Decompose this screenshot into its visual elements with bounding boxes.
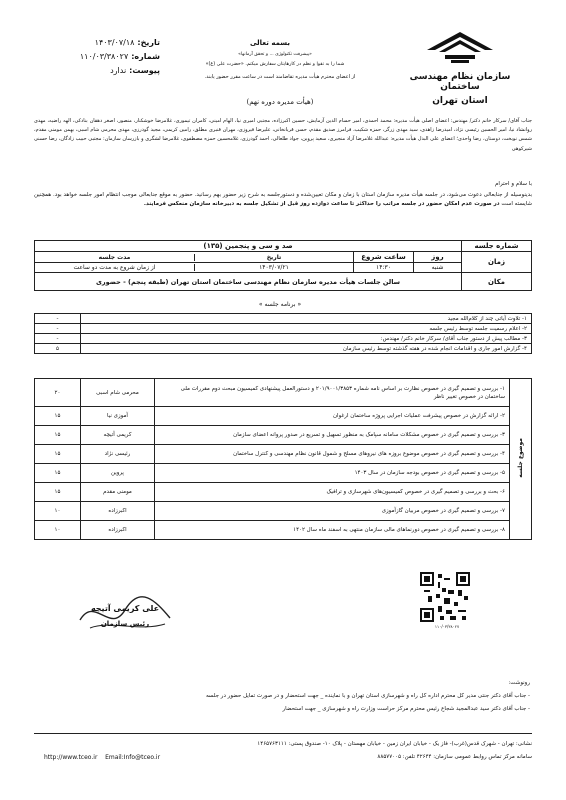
agenda-item-row bbox=[35, 502, 532, 521]
quote: شما را به تقوا و نظم در کارهایتان سفارش میکنم. «حضرت علی (ع)» bbox=[205, 62, 345, 67]
agenda-item-text: ۸- بررسی و تصمیم گیری در خصوص دورنماهای مالی سازمان منتهی به اسفند ماه سال ۱۴۰۲ bbox=[155, 521, 510, 540]
signature-scribble-icon bbox=[70, 590, 180, 640]
attachment-row bbox=[40, 64, 160, 78]
opening-item-row bbox=[35, 314, 532, 324]
agenda-item-minutes: ۱۵ bbox=[35, 483, 81, 502]
board-title: (هیأت مدیره دوره نهم) bbox=[246, 98, 314, 106]
agenda-item-row bbox=[35, 445, 532, 464]
agenda-item-row bbox=[35, 483, 532, 502]
session-date-value: ۱۴۰۳/۰۷/۲۱ bbox=[194, 264, 353, 271]
session-place-label: مکان bbox=[462, 273, 532, 291]
agenda-side-label: موضوع جلسه bbox=[517, 438, 524, 478]
footer-web-email bbox=[44, 754, 160, 761]
session-start-value: ۱۴:۳۰ bbox=[354, 263, 414, 273]
greeting: با سلام و احترام bbox=[495, 181, 532, 187]
session-number-value: صد و سی و پنجمین (۱۳۵) bbox=[35, 241, 462, 252]
agenda-item-presenter: اکبرزاده bbox=[81, 502, 155, 521]
session-place-row bbox=[35, 273, 532, 291]
recipients-list: جناب آقای/ سرکار خانم دکتر/ مهندس: اعضای اصلی هیأت مدیره: محمد احمدی، امیر حسام الدین آزمایش، حسین اکبرزاده، مجتبی امیری نیا، الهام امینی، کامران تیموری، غلامرضا خوشکنار، منصور، اصغر دهقان بنادکی، الهه راضیه، مهدی روانشاد نیا، امیر الحسین رئیسی نژاد، امیدرضا زاهدی، سید مهدی زرگر، حمزه شکیب، فرامرز صدیق مقدم، حسن قربانخانی، علیرضا فیروزی، مهران قنبری مطلق، رامین کریمی، مجید گودرزی، مهدی محرمی شام اسبی، بهمن مومنی مقدم، شمس نوبخت، دوستان، رضا واحدی؛ اعضای علی البدل هیأت مدیره: عبدالله غلامرضا آزاد منجیری، سعید پروین، جواد طلعالی، احمد گودرزی، غلامحسین حمزه مصطفوی، غلامرضا لشگری و بازرسان سازمان: مجتبی حبیب زادگان، رضا حسنی شیرکوهی bbox=[34, 118, 532, 152]
footer-divider bbox=[34, 733, 532, 734]
opening-item-minutes: - bbox=[35, 334, 81, 344]
agenda-item-row bbox=[35, 426, 532, 445]
agenda-item-row bbox=[35, 521, 532, 540]
footer-contact: سامانه مرکز تماس روابط عمومی سازمان: ۴۲۶۴۴ تلفن: ۸۸۵۷۷۰۰۵ bbox=[377, 754, 532, 760]
date-value: ۱۴۰۳/۰۷/۱۸ bbox=[94, 38, 135, 47]
agenda-item-presenter: اکبرزاده bbox=[81, 521, 155, 540]
date-label: تاریخ: bbox=[137, 38, 160, 47]
session-start-label: ساعت شروع bbox=[354, 252, 414, 263]
agenda-item-minutes: ۲۰ bbox=[35, 379, 81, 407]
number-value: ۱۱۰/۰۳/۳۸۰۲۷ bbox=[79, 52, 129, 61]
intro-text: بدینوسیله از جنابعالی دعوت می‌شود، در جلسه هیأت مدیره سازمان استان با زمان و مکان تعیین‌شده و دستورجلسه به شرح زیر حضور بهم رسانید. حضور به موقع جنابعالی موجب انتظام امور جلسه خواهد بود. همچنین شایسته است bbox=[34, 192, 532, 207]
attachment-label: پیوست: bbox=[129, 66, 160, 75]
agenda-item-text: ۳- بررسی و تصمیم گیری در خصوص مشکلات سامانه سپامک به منظور تسهیل و تسریع در صدور پروانه اعضای سازمان bbox=[155, 426, 510, 445]
agenda-item-minutes: ۱۰ bbox=[35, 521, 81, 540]
signer-name: علی کریمی آتیچه bbox=[90, 604, 160, 613]
org-name-line2: استان تهران bbox=[432, 96, 488, 106]
agenda-side-cell bbox=[510, 379, 532, 540]
opening-item-minutes: ۵ bbox=[35, 344, 81, 354]
footer-po-box: ۱۴۶۵۷۶۳۱۱۱ bbox=[257, 741, 287, 747]
agenda-heading: « برنامه جلسه » bbox=[258, 301, 302, 308]
letter-meta bbox=[40, 36, 160, 78]
session-number-row bbox=[35, 241, 532, 252]
session-place-value: سالن جلسات هیأت مدیره سازمان نظام مهندسی ساختمان استان تهران (طبقه پنجم) - حضوری bbox=[35, 273, 462, 291]
agenda-item-text: ۱- بررسی و تصمیم گیری در خصوص نظارت بر اساس نامه شماره ۲۰۱/۹۰۰۱/۳۸۵۳ و دستورالعمل پیشنهادی کمیسیون مبحث دوم مقررات ملی ساختمان در خصوص تغییر ناظر bbox=[155, 379, 510, 407]
cc-item: - جناب آقای دکتر جنتی مدیر کل محترم اداره کل راه و شهرسازی استان تهران و با نماینده _ جهت استحضار و در صورت تمایل حضور در جلسه bbox=[205, 693, 530, 699]
session-date-label: تاریخ bbox=[194, 254, 353, 261]
agenda-item-presenter: مومنی مقدم bbox=[81, 483, 155, 502]
invite-line: از اعضای محترم هیأت مدیره تقاضامند است در ساعت مقرر حضور یابند. bbox=[204, 74, 356, 80]
opening-item-minutes: - bbox=[35, 314, 81, 324]
agenda-item-row bbox=[35, 464, 532, 483]
basmala: بسمه تعالی bbox=[249, 39, 291, 47]
session-day-label: روز bbox=[414, 252, 462, 263]
footer-email-link[interactable]: Email:Info@tceo.ir bbox=[105, 754, 161, 761]
opening-items-table bbox=[34, 313, 532, 354]
org-logo-icon bbox=[425, 30, 495, 64]
session-date-duration-values bbox=[35, 263, 354, 273]
agenda-item-minutes: ۱۵ bbox=[35, 426, 81, 445]
agenda-items-table bbox=[34, 378, 532, 540]
number-row bbox=[40, 50, 160, 64]
intro-bold-text: در صورت عدم امکان حضور در جلسه مراتب را حداکثر تا ساعت دوازده روز قبل از تشکیل جلسه به دبیرخانه سازمان منعکس فرمایند. bbox=[143, 201, 500, 207]
intro-paragraph bbox=[34, 191, 532, 209]
opening-item-row bbox=[35, 344, 532, 354]
agenda-item-presenter: محرمی شام اسبی bbox=[81, 379, 155, 407]
motto: «پیشرفت تکنولوژی ... و تحقق آرمانها» bbox=[238, 52, 312, 57]
session-date-duration-header bbox=[35, 252, 354, 263]
session-info-table bbox=[34, 240, 532, 291]
agenda-item-row bbox=[35, 407, 532, 426]
agenda-item-presenter: پروین bbox=[81, 464, 155, 483]
agenda-item-minutes: ۱۵ bbox=[35, 407, 81, 426]
org-logo-block bbox=[390, 30, 530, 106]
footer-address bbox=[34, 741, 532, 747]
session-duration-label: مدت جلسه bbox=[98, 253, 131, 261]
cc-item: - جناب آقای دکتر سید عبدالمجید شجاع رئیس محترم مرکز حراست وزارت راه و شهرسازی _ جهت استحضار bbox=[282, 706, 530, 712]
opening-item-row bbox=[35, 324, 532, 334]
attachment-value: ندارد bbox=[110, 66, 127, 75]
session-duration-value: از زمان شروع به مدت دو ساعت bbox=[73, 264, 156, 271]
agenda-item-text: ۶- بحث و بررسی و تصمیم گیری در خصوص کمیسیون‌های شهرسازی و ترافیک bbox=[155, 483, 510, 502]
opening-item-text: ۴- گزارش امور جاری و اقدامات انجام شده در هفته گذشته توسط رئیس سازمان bbox=[81, 344, 532, 354]
signature-block bbox=[70, 590, 180, 640]
qr-code-icon bbox=[420, 572, 470, 622]
signer-role: رئیس سازمان bbox=[100, 620, 150, 628]
agenda-item-text: ۴- بررسی و تصمیم گیری در خصوص موضوع بروزه های نیروهای مسلح و شمول قانون نظام مهندسی و کنترل ساختمان bbox=[155, 445, 510, 464]
agenda-item-minutes: ۱۰ bbox=[35, 502, 81, 521]
session-time-value-row bbox=[35, 263, 532, 273]
qr-code-label: ۱۱۰/۰۳/۳۸۰۲۷ bbox=[434, 624, 460, 629]
agenda-item-presenter: رئیسی نژاد bbox=[81, 445, 155, 464]
opening-item-text: ۲- اعلام رسمیت جلسه توسط رئیس جلسه bbox=[81, 324, 532, 334]
footer-website-link[interactable]: http://www.tceo.ir bbox=[44, 754, 98, 761]
agenda-item-minutes: ۱۵ bbox=[35, 464, 81, 483]
opening-item-text: ۱- تلاوت آیاتی چند از کلام‌الله مجید bbox=[81, 314, 532, 324]
session-time-label: زمان bbox=[462, 252, 532, 273]
agenda-item-minutes: ۱۵ bbox=[35, 445, 81, 464]
opening-item-text: ۳- مطالب پیش از دستور جناب آقای/ سرکار خانم دکتر/ مهندس: bbox=[81, 334, 532, 344]
agenda-item-presenter: کریمی آتیچه bbox=[81, 426, 155, 445]
agenda-item-text: ۷- بررسی و تصمیم گیری در خصوص مربیان گازآموزی bbox=[155, 502, 510, 521]
agenda-item-presenter: آموزی نیا bbox=[81, 407, 155, 426]
session-time-header-row bbox=[35, 252, 532, 263]
session-day-value: شنبه bbox=[414, 263, 462, 273]
opening-item-row bbox=[35, 334, 532, 344]
agenda-item-text: ۵- بررسی و تصمیم گیری در خصوص بودجه سازمان در سال ۱۴۰۳ bbox=[155, 464, 510, 483]
number-label: شماره: bbox=[131, 52, 160, 61]
agenda-item-text: ۲- ارائه گزارش در خصوص پیشرفت عملیات اجرایی پروژه ساختمان ارغوان bbox=[155, 407, 510, 426]
session-number-label: شماره جلسه bbox=[462, 241, 532, 252]
org-name-line1: سازمان نظام مهندسی ساختمان bbox=[409, 72, 511, 92]
cc-title: رونوشت: bbox=[508, 680, 530, 686]
footer-address-text: نشانی: تهران - شهرک قدس(غرب)- فاز یک - خیابان ایران زمین - خیابان مهستان - پلاک ۱۰- صندوق پستی: bbox=[288, 741, 532, 747]
opening-item-minutes: - bbox=[35, 324, 81, 334]
date-row bbox=[40, 36, 160, 50]
agenda-item-row bbox=[35, 379, 532, 407]
